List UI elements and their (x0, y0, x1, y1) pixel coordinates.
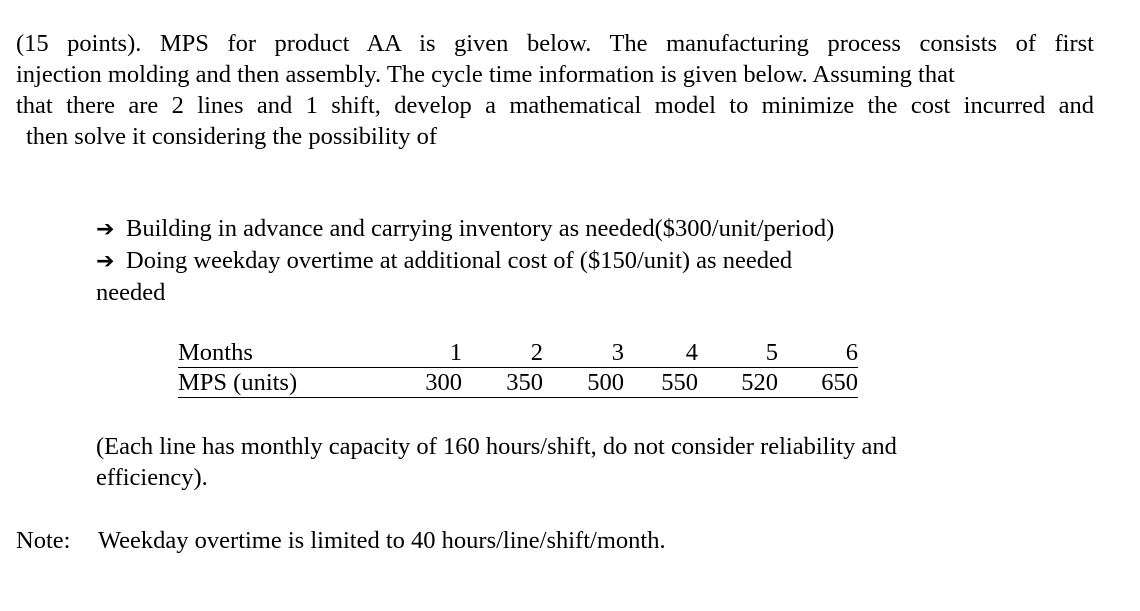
overtime-note (16, 525, 666, 556)
right-arrow-icon: ➔ (96, 217, 115, 242)
mps-cell: 500 (543, 368, 624, 398)
problem-line-4: then solve it considering the possibility of (26, 123, 438, 150)
month-cell: 4 (624, 338, 698, 368)
option-text-inventory: Building in advance and carrying inventory as needed($300/unit/period) (126, 215, 835, 242)
capacity-line-2: efficiency). (96, 464, 208, 491)
month-cell: 1 (388, 338, 462, 368)
month-cell: 3 (543, 338, 624, 368)
right-arrow-icon: ➔ (96, 249, 115, 274)
mps-cell: 650 (778, 368, 858, 398)
problem-line-2: injection molding and then assembly. The cycle time information is given below. Assuming that (16, 61, 955, 88)
month-cell: 5 (698, 338, 778, 368)
mps-cell: 350 (462, 368, 543, 398)
mps-label: MPS (units) (178, 368, 388, 398)
mps-cell: 550 (624, 368, 698, 398)
mps-table (178, 338, 858, 398)
problem-statement (16, 28, 1094, 152)
capacity-note (96, 431, 897, 493)
capacity-line-1: (Each line has monthly capacity of 160 hours/shift, do not consider reliability and (96, 433, 897, 460)
month-cell: 2 (462, 338, 543, 368)
option-text-overtime: Doing weekday overtime at additional cost of ($150/unit) as needed (126, 247, 793, 274)
problem-line-3: that there are 2 lines and 1 shift, develop a mathematical model to minimize the cost incurred and (16, 92, 1094, 119)
mps-cell: 300 (388, 368, 462, 398)
option-item-inventory (96, 213, 834, 245)
mps-row (178, 368, 858, 398)
options-list (96, 213, 834, 308)
months-label: Months (178, 338, 388, 368)
mps-cell: 520 (698, 368, 778, 398)
problem-line-1: (15 points). MPS for product AA is given below. The manufacturing process consists of first (16, 30, 1094, 57)
option-continuation: needed (96, 279, 166, 306)
month-cell: 6 (778, 338, 858, 368)
note-text: Weekday overtime is limited to 40 hours/line/shift/month. (98, 527, 666, 554)
note-label: Note: (16, 527, 71, 554)
months-row (178, 338, 858, 368)
option-item-overtime (96, 245, 834, 277)
